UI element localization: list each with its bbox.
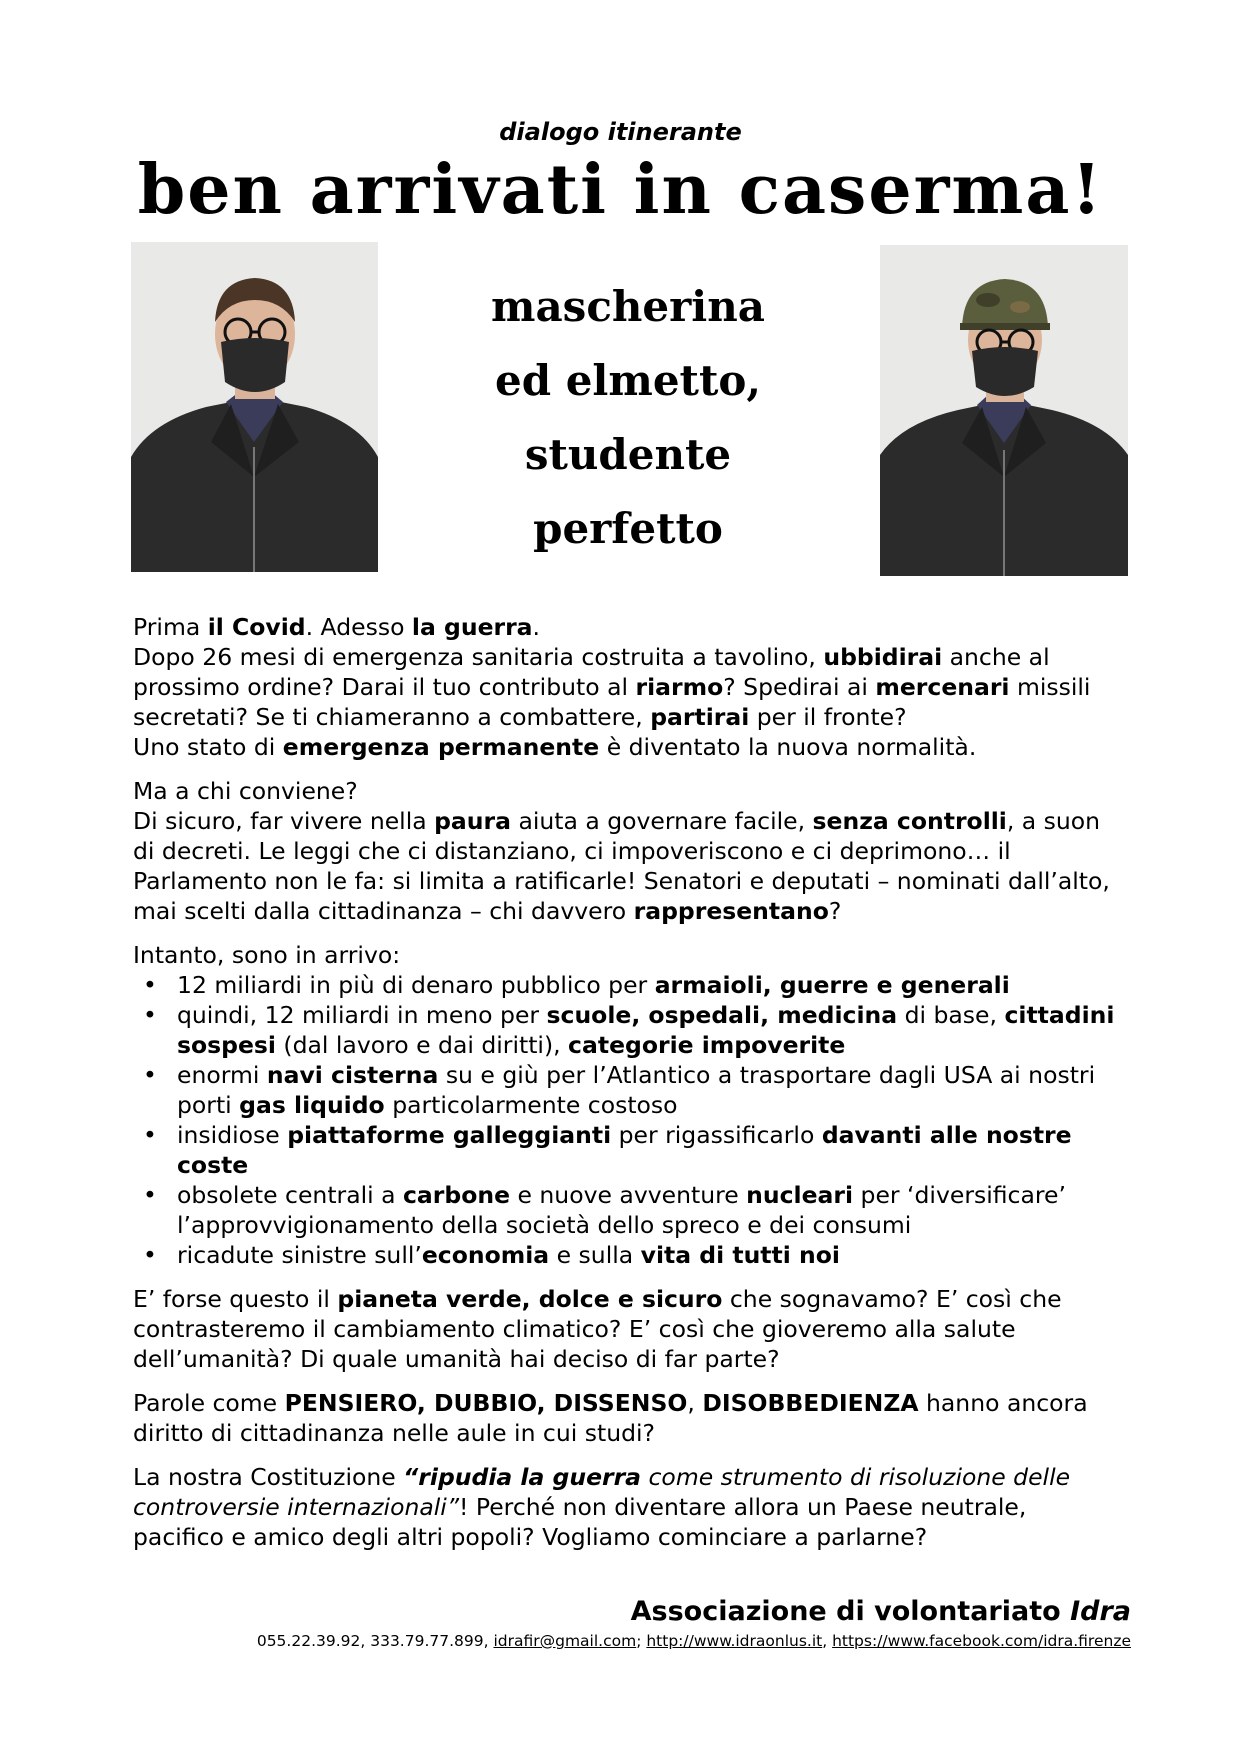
list-item: [177, 1180, 1123, 1240]
bold-text: categorie impoverite: [568, 1031, 846, 1059]
text: insidiose: [177, 1121, 288, 1149]
text: e nuove avventure: [510, 1181, 747, 1209]
text: ? Spedirai ai: [723, 673, 876, 701]
text: Prima: [133, 613, 208, 641]
body-text: [133, 612, 1123, 1566]
text: .: [532, 613, 541, 641]
organization-name: [631, 1596, 1131, 1627]
bold-text: navi cisterna: [266, 1061, 439, 1089]
text: E’ forse questo il: [133, 1285, 338, 1313]
text: enormi: [177, 1061, 267, 1089]
text: quindi, 12 miliardi in meno per: [177, 1001, 547, 1029]
facebook-link[interactable]: https://www.facebook.com/idra.firenze: [832, 1632, 1131, 1650]
text: ,: [687, 1389, 703, 1417]
text: hanno ancora diritto di cittadinanza nelle aule in cui studi?: [133, 1389, 1088, 1447]
bold-text: la guerra: [411, 613, 533, 641]
photo-student-helmet: [880, 245, 1128, 576]
text: è diventato la nuova normalità.: [599, 733, 977, 761]
page-title: ben arrivati in caserma!: [137, 150, 1104, 230]
slogan-line: perfetto: [533, 504, 723, 553]
paragraph-intro: [133, 612, 1123, 762]
bold-text: pianeta verde, dolce e sicuro: [337, 1285, 723, 1313]
bold-text: riarmo: [635, 673, 724, 701]
separator: ,: [822, 1632, 833, 1650]
separator: ;: [636, 1632, 647, 1650]
text: La nostra Costituzione: [133, 1463, 404, 1491]
italic-text: come strumento di risoluzione delle controversie internazionali”: [133, 1463, 1071, 1521]
text: anche al prossimo ordine? Darai il tuo contributo al: [133, 643, 1050, 701]
bold-text: ubbidirai: [823, 643, 943, 671]
photo-student-mask: [131, 242, 378, 572]
paragraph-constitution: [133, 1462, 1123, 1552]
email-link[interactable]: idrafir@gmail.com: [493, 1632, 637, 1650]
text: 12 miliardi in più di denaro pubblico per: [177, 971, 655, 999]
text: per il fronte?: [749, 703, 907, 731]
text: Parole come: [133, 1389, 285, 1417]
list-item: [177, 1000, 1123, 1060]
bold-text: senza controlli: [812, 807, 1007, 835]
text: Associazione di volontariato: [630, 1596, 1071, 1627]
bold-text: partirai: [650, 703, 750, 731]
bold-text: rappresentano: [633, 897, 829, 925]
bold-text: piattaforme galleggianti: [287, 1121, 612, 1149]
text: particolarmente costoso: [384, 1091, 678, 1119]
list-item: [177, 970, 1123, 1000]
text: , a suon di decreti. Le leggi che ci distanziano, ci impoveriscono e ci deprimono… il Parlamento non le fa: si limita a ratificarle! Senatori e deputati – nominati dall’alto, mai scelti dalla cittadinanza – chi davvero: [133, 807, 1110, 925]
list-item: [177, 1240, 1123, 1270]
text: missili secretati? Se ti chiameranno a combattere,: [133, 673, 1091, 731]
slogan-line: ed elmetto,: [495, 356, 761, 405]
bold-text: vita di tutti noi: [640, 1241, 840, 1269]
student-helmet-illustration: [880, 245, 1128, 576]
bold-italic-text: “ripudia la guerra: [403, 1463, 642, 1491]
slogan: [408, 270, 848, 566]
list-item: [177, 1120, 1123, 1180]
bold-text: cittadini sospesi: [177, 1001, 1115, 1059]
slogan-line: mascherina: [491, 282, 765, 331]
text: su e giù per l’Atlantico a trasportare dagli USA ai nostri porti: [177, 1061, 1096, 1119]
bold-text: paura: [434, 807, 511, 835]
text: aiuta a governare facile,: [510, 807, 813, 835]
slogan-line: studente: [524, 430, 732, 479]
bold-text: armaioli, guerre e generali: [654, 971, 1010, 999]
text: per rigassificarlo: [611, 1121, 822, 1149]
text: . Adesso: [305, 613, 412, 641]
list-item: [177, 1060, 1123, 1120]
paragraph-words: [133, 1388, 1123, 1448]
bold-text: il Covid: [207, 613, 306, 641]
org-name-italic: Idra: [1070, 1596, 1131, 1627]
paragraph-planet: [133, 1284, 1123, 1374]
text: (dal lavoro e dai diritti),: [275, 1031, 569, 1059]
bold-text: gas liquido: [239, 1091, 385, 1119]
text: per ‘diversificare’ l’approvvigionamento della società dello spreco e dei consumi: [177, 1181, 1066, 1239]
bold-text: PENSIERO, DUBBIO, DISSENSO: [284, 1389, 688, 1417]
bullet-list: [133, 970, 1123, 1270]
paragraph-question: [133, 776, 1123, 926]
text: che sognavamo? E’ così che contrasteremo il cambiamento climatico? E’ così che gioveremo alla salute dell’umanità? Di quale umanità hai deciso di far parte?: [133, 1285, 1062, 1373]
student-mask-illustration: [131, 242, 378, 572]
text: di base,: [897, 1001, 1005, 1029]
kicker: dialogo itinerante: [499, 118, 742, 146]
list-intro: Intanto, sono in arrivo:: [133, 941, 401, 969]
text: Uno stato di: [133, 733, 283, 761]
bold-text: carbone: [403, 1181, 511, 1209]
bold-text: nucleari: [746, 1181, 854, 1209]
text: Dopo 26 mesi di emergenza sanitaria costruita a tavolino,: [133, 643, 824, 671]
bold-text: emergenza permanente: [282, 733, 600, 761]
phones: 055.22.39.92, 333.79.77.899,: [256, 1632, 494, 1650]
bold-text: DISOBBEDIENZA: [702, 1389, 919, 1417]
website-link[interactable]: http://www.idraonlus.it: [646, 1632, 823, 1650]
contacts: [257, 1632, 1131, 1650]
text: obsolete centrali a: [177, 1181, 403, 1209]
text: Ma a chi conviene?: [133, 777, 358, 805]
text: ?: [828, 897, 842, 925]
bold-text: davanti alle nostre coste: [177, 1121, 1072, 1179]
bold-text: economia: [421, 1241, 550, 1269]
text: Di sicuro, far vivere nella: [133, 807, 435, 835]
bold-text: scuole, ospedali, medicina: [546, 1001, 898, 1029]
text: ricadute sinistre sull’: [177, 1241, 422, 1269]
bold-text: mercenari: [875, 673, 1010, 701]
text: e sulla: [549, 1241, 641, 1269]
text: ! Perché non diventare allora un Paese neutrale, pacifico e amico degli altri popoli? Vogliamo cominciare a parlarne?: [133, 1493, 1027, 1551]
